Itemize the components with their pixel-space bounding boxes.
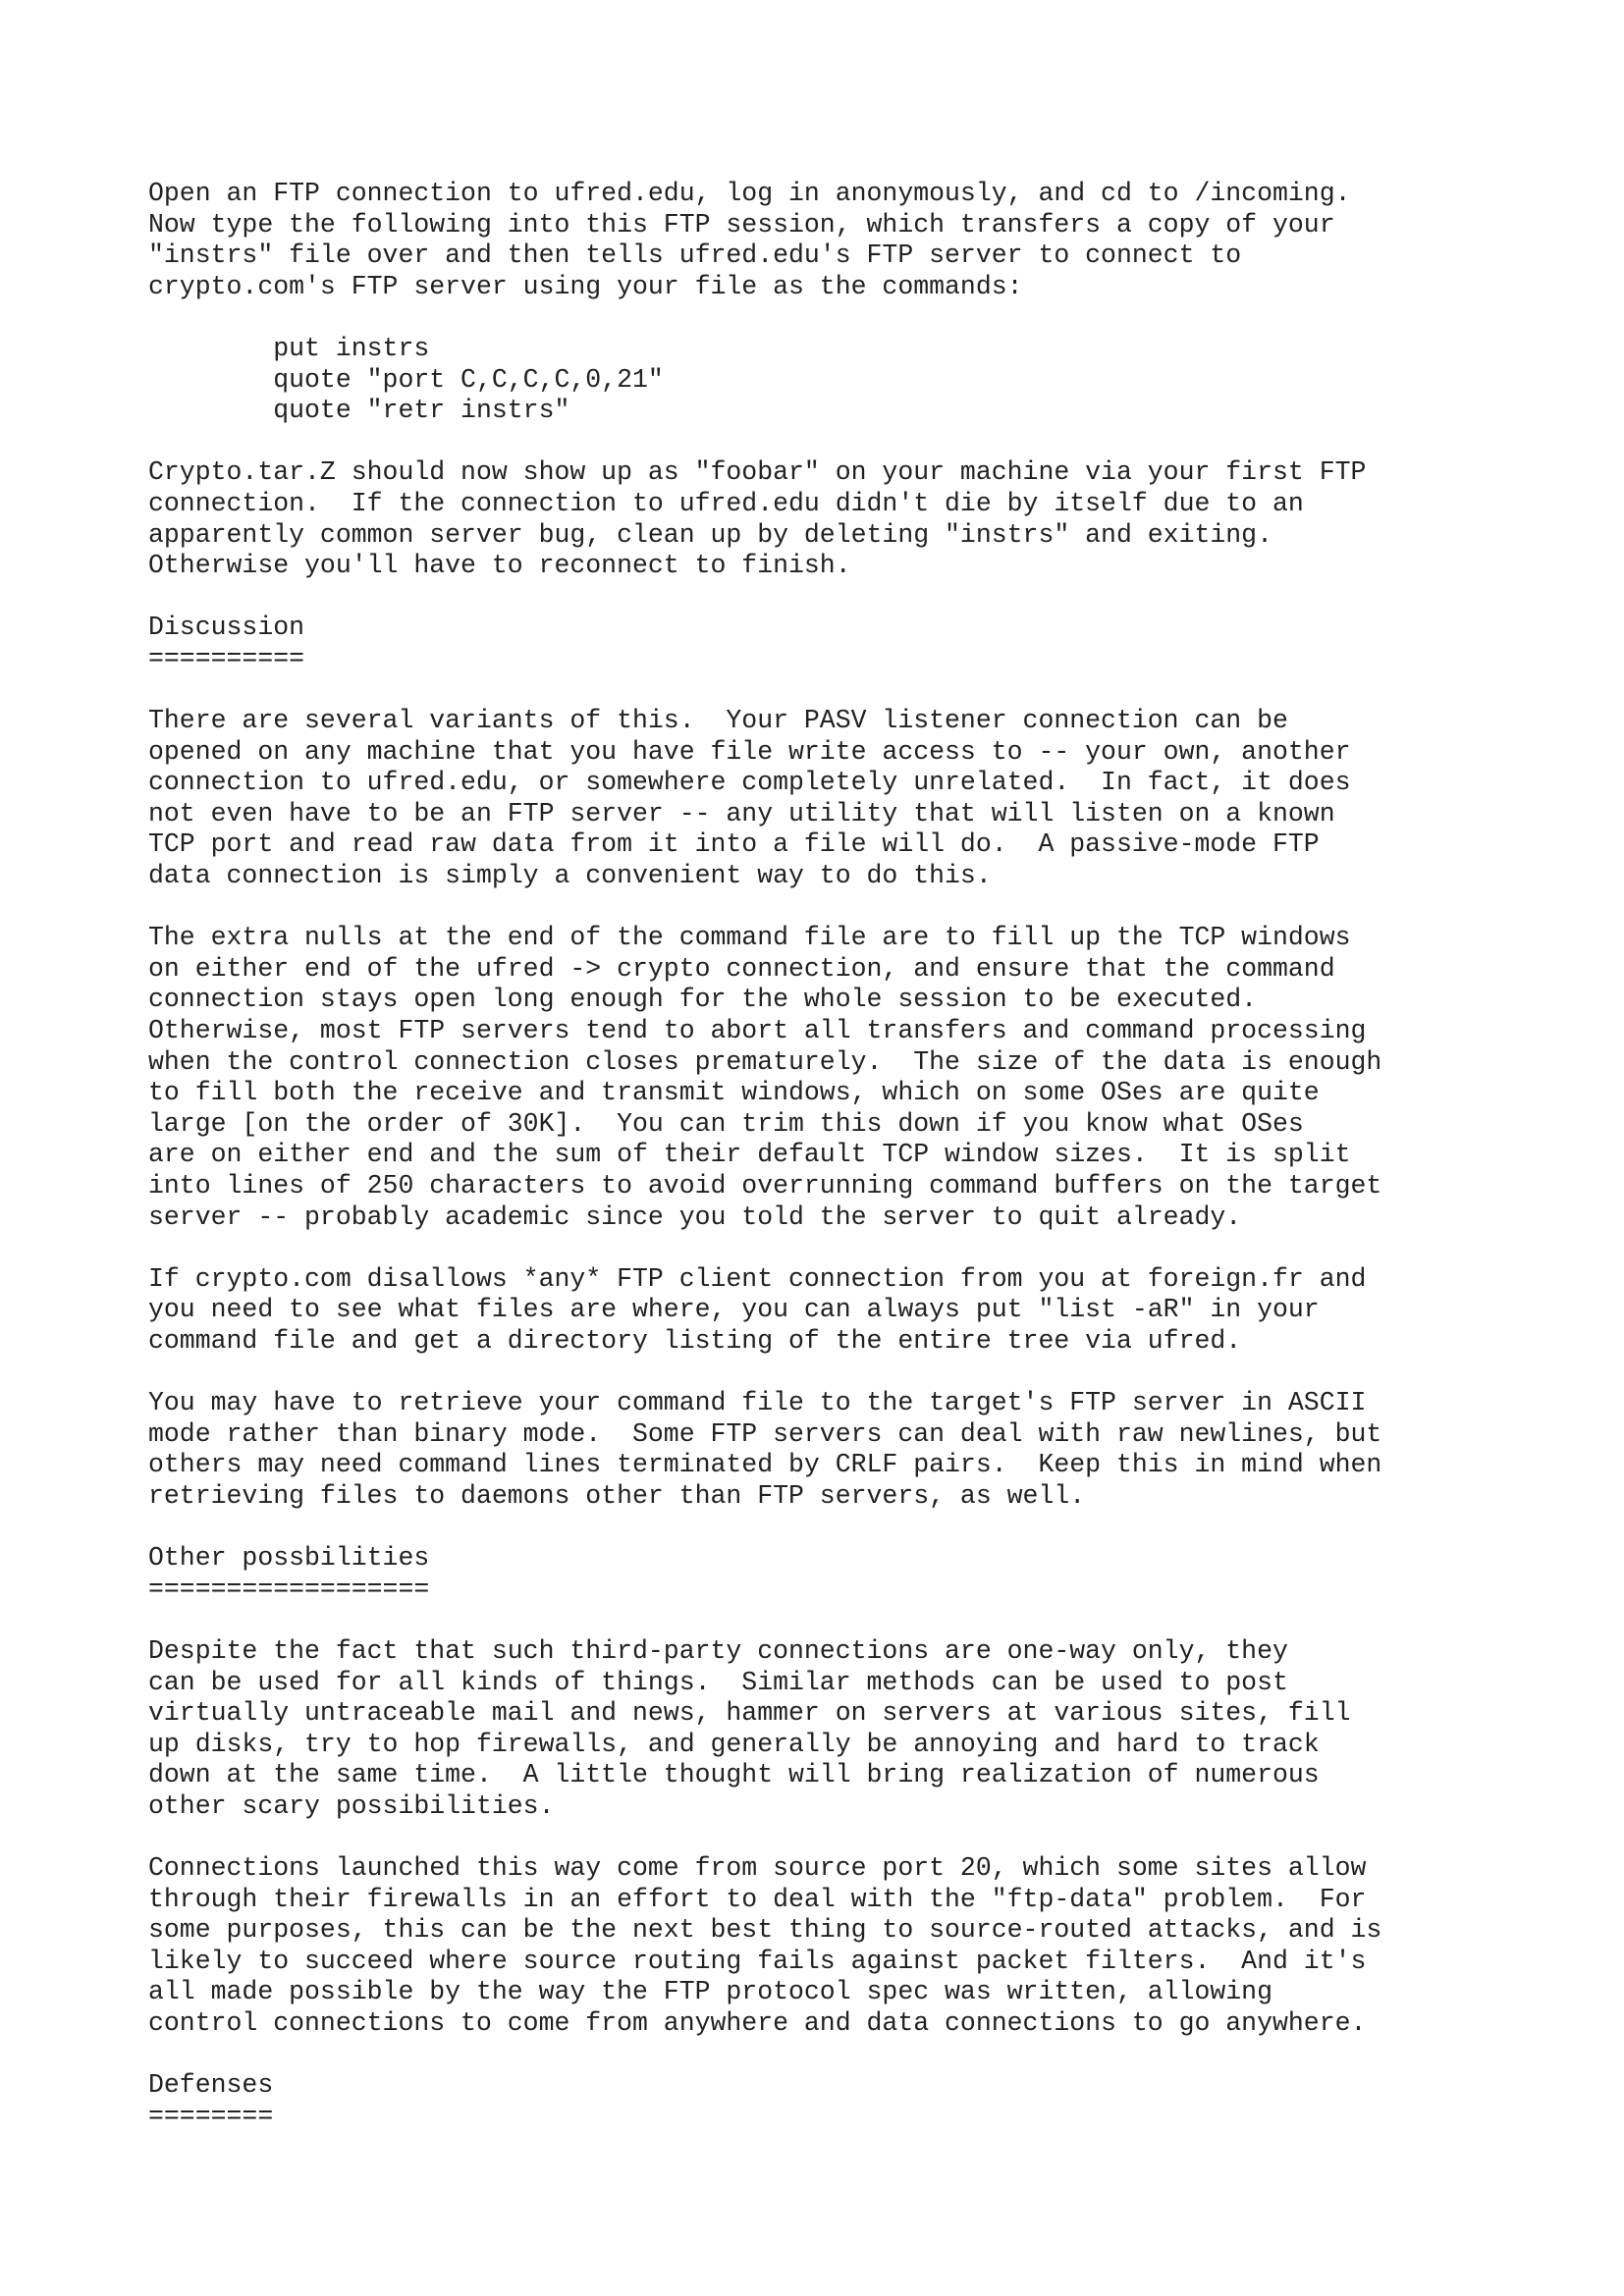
text-line: large [on the order of 30K]. You can trim this down if you know what OSes — [148, 1108, 1304, 1139]
text-line: mode rather than binary mode. Some FTP servers can deal with raw newlines, but — [148, 1418, 1382, 1449]
text-line: into lines of 250 characters to avoid overrunning command buffers on the target — [148, 1171, 1382, 1201]
text-line: are on either end and the sum of their default TCP window sizes. It is split — [148, 1140, 1351, 1170]
text-line: quote "retr instrs" — [148, 396, 570, 426]
text-line: Discussion — [148, 613, 305, 643]
text-line: Otherwise you'll have to reconnect to finish. — [148, 551, 851, 581]
text-line: some purposes, this can be the next best thing to source-routed attacks, and is — [148, 1915, 1382, 1946]
text-line: Connections launched this way come from source port 20, which some sites allow — [148, 1853, 1367, 1884]
text-line: ========== — [148, 643, 305, 673]
blank-line — [148, 1822, 1503, 1853]
blank-line — [148, 1605, 1503, 1636]
text-line: Otherwise, most FTP servers tend to abort all transfers and command processing — [148, 1016, 1367, 1046]
text-line: up disks, try to hop firewalls, and generally be annoying and hard to track — [148, 1729, 1320, 1759]
text-line: others may need command lines terminated by CRLF pairs. Keep this in mind when — [148, 1450, 1382, 1480]
text-line: down at the same time. A little thought will bring realization of numerous — [148, 1760, 1320, 1790]
text-line: crypto.com's FTP server using your file as the commands: — [148, 271, 1023, 301]
text-line: when the control connection closes prematurely. The size of the data is enough — [148, 1046, 1382, 1077]
blank-line — [148, 1358, 1503, 1389]
text-line: command file and get a directory listing of the entire tree via ufred. — [148, 1325, 1242, 1356]
text-line: Other possbilities — [148, 1543, 430, 1574]
text-line: Crypto.tar.Z should now show up as "foobar" on your machine via your first FTP — [148, 457, 1367, 488]
document-page — [148, 179, 1503, 2132]
blank-line — [148, 2040, 1503, 2071]
text-line: opened on any machine that you have file write access to -- your own, another — [148, 736, 1351, 767]
text-line: you need to see what files are where, you can always put "list -aR" in your — [148, 1295, 1320, 1325]
text-line: other scary possibilities. — [148, 1790, 555, 1821]
blank-line — [148, 427, 1503, 458]
text-line: apparently common server bug, clean up by deleting "instrs" and exiting. — [148, 519, 1272, 550]
blank-line — [148, 1233, 1503, 1264]
text-line: Despite the fact that such third-party connections are one-way only, they — [148, 1635, 1288, 1666]
text-line: ================== — [148, 1574, 430, 1604]
text-line: can be used for all kinds of things. Similar methods can be used to post — [148, 1667, 1288, 1697]
text-line: connection. If the connection to ufred.edu didn't die by itself due to an — [148, 488, 1304, 518]
text-line: to fill both the receive and transmit windows, which on some OSes are quite — [148, 1078, 1320, 1108]
text-line: If crypto.com disallows *any* FTP client connection from you at foreign.fr and — [148, 1263, 1367, 1294]
text-line: You may have to retrieve your command file to the target's FTP server in ASCII — [148, 1388, 1367, 1418]
blank-line — [148, 582, 1503, 614]
text-line: not even have to be an FTP server -- any utility that will listen on a known — [148, 798, 1335, 828]
text-line: virtually untraceable mail and news, hammer on servers at various sites, fill — [148, 1698, 1351, 1729]
text-line: all made possible by the way the FTP protocol spec was written, allowing — [148, 1977, 1272, 2007]
text-line: quote "port C,C,C,C,0,21" — [148, 364, 664, 395]
text-line: likely to succeed where source routing fails against packet filters. And it's — [148, 1946, 1367, 1976]
text-line: retrieving files to daemons other than FTP servers, as well. — [148, 1480, 1086, 1511]
text-line: on either end of the ufred -> crypto connection, and ensure that the command — [148, 953, 1335, 984]
text-line: There are several variants of this. Your PASV listener connection can be — [148, 706, 1288, 736]
text-line: "instrs" file over and then tells ufred.edu's FTP server to connect to — [148, 240, 1242, 271]
blank-line — [148, 892, 1503, 924]
text-line: TCP port and read raw data from it into a file will do. A passive-mode FTP — [148, 829, 1320, 860]
text-line: Now type the following into this FTP session, which transfers a copy of your — [148, 209, 1335, 240]
text-line: through their firewalls in an effort to deal with the "ftp-data" problem. For — [148, 1884, 1367, 1914]
text-line: server -- probably academic since you told the server to quit already. — [148, 1201, 1242, 1232]
blank-line — [148, 1513, 1503, 1544]
text-line: Defenses — [148, 2070, 274, 2101]
text-line: control connections to come from anywhere and data connections to go anywhere. — [148, 2008, 1367, 2039]
blank-line — [148, 675, 1503, 707]
text-line: put instrs — [148, 333, 430, 363]
text-line: data connection is simply a convenient way to do this. — [148, 861, 992, 891]
text-line: ======== — [148, 2101, 274, 2131]
blank-line — [148, 302, 1503, 334]
text-line: connection stays open long enough for the whole session to be executed. — [148, 985, 1258, 1015]
text-line: The extra nulls at the end of the command file are to fill up the TCP windows — [148, 923, 1351, 953]
text-line: Open an FTP connection to ufred.edu, log in anonymously, and cd to /incoming. — [148, 179, 1351, 208]
text-line: connection to ufred.edu, or somewhere completely unrelated. In fact, it does — [148, 768, 1351, 798]
